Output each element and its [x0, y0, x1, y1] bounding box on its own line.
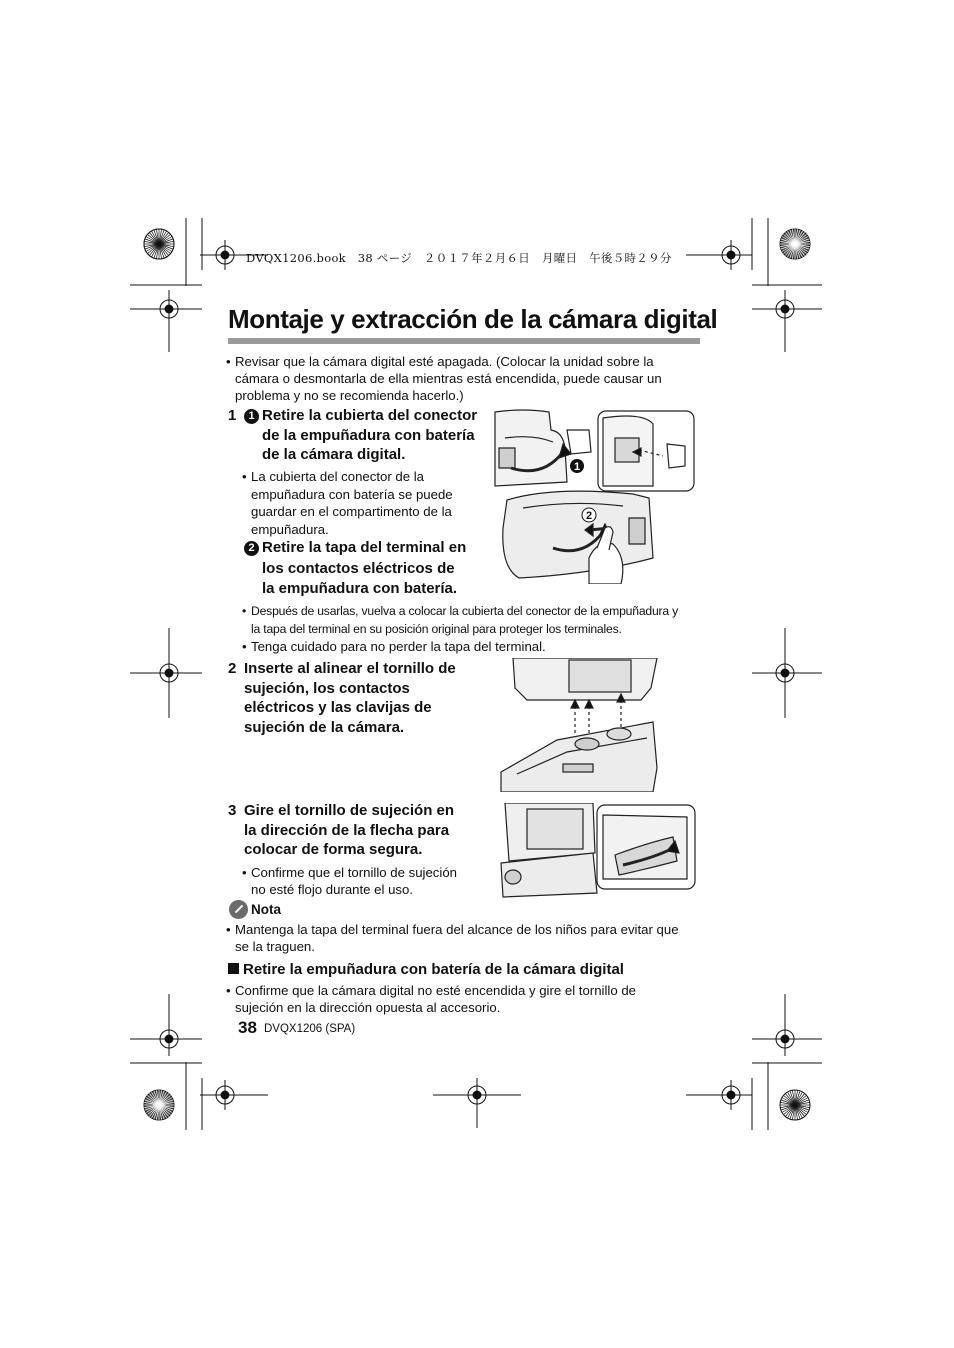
- step-3-line-3: colocar de forma segura.: [244, 841, 423, 858]
- pencil-note-icon: [229, 900, 248, 919]
- model-code: DVQX1206 (SPA): [264, 1023, 356, 1035]
- intro-bullet-line-2: cámara o desmontarla de ella mientras está encendida, puede causar un: [235, 371, 662, 386]
- nota-line-2: se la traguen.: [235, 939, 315, 954]
- page-title: Montaje y extracción de la cámara digital: [228, 304, 718, 334]
- step-2-line-2: sujeción, los contactos: [244, 680, 410, 697]
- step-1-note-line-1: • La cubierta del conector de la: [251, 468, 424, 485]
- nota-heading: Nota: [229, 900, 281, 919]
- step-2-line-3: eléctricos y las clavijas de: [244, 699, 432, 716]
- step-1-note-line-4: empuñadura.: [251, 522, 329, 537]
- illustration-step-2: [497, 658, 659, 792]
- step-1-number: 1: [228, 407, 237, 424]
- title-underline: [228, 338, 700, 344]
- section-line-1: • Confirme que la cámara digital no esté encendida y gire el tornillo de: [235, 982, 636, 999]
- step-1-sub-1-line-3: de la cámara digital.: [262, 446, 406, 463]
- step-1-note-line-3: guardar en el compartimento de la: [251, 504, 452, 519]
- callout-marker-2: 2: [244, 541, 259, 556]
- step-1-sub-1-heading: 1 Retire la cubierta del conector: [244, 406, 477, 426]
- black-square-icon: [228, 963, 239, 974]
- step-1-careful-note: • Tenga cuidado para no perder la tapa del terminal.: [251, 638, 546, 655]
- step-1-sub-2-line-2: los contactos eléctricos de: [262, 560, 455, 577]
- illustration-callout-1: 1: [573, 461, 581, 473]
- step-2-number: 2: [228, 660, 237, 677]
- intro-bullet-line-3: problema y no se recomienda hacerlo.): [235, 388, 464, 403]
- step-1-sub-2-line-3: la empuñadura con batería.: [262, 580, 458, 597]
- step-1-sub-2-heading: 2 Retire la tapa del terminal en: [244, 538, 466, 558]
- page-number: 38: [238, 1018, 257, 1037]
- step-2-line-1: Inserte al alinear el tornillo de: [244, 660, 456, 677]
- callout-marker-1: 1: [244, 409, 259, 424]
- step-3-line-1: Gire el tornillo de sujeción en: [244, 802, 455, 819]
- step-1-after-note-line-1: • Después de usarlas, vuelva a colocar la cubierta del conector de la empuñadura y: [251, 603, 678, 620]
- section-line-2: sujeción en la dirección opuesta al accesorio.: [235, 1000, 501, 1015]
- print-info-header: DVQX1206.book 38 ページ ２０１７年２月６日 月曜日 午後５時２９分: [246, 251, 672, 265]
- illustration-step-3: [497, 803, 697, 899]
- step-3-note-line-2: no esté flojo durante el uso.: [251, 882, 414, 897]
- step-1-note-line-2: empuñadura con batería se puede: [251, 487, 453, 502]
- illustration-callout-2: 2: [585, 510, 593, 522]
- step-1-sub-1-line-2: de la empuñadura con batería: [262, 427, 475, 444]
- step-1-after-note-line-2: la tapa del terminal en su posición original para proteger los terminales.: [251, 622, 622, 636]
- nota-line-1: • Mantenga la tapa del terminal fuera del alcance de los niños para evitar que: [235, 921, 679, 938]
- intro-bullet-line-1: • Revisar que la cámara digital esté apagada. (Colocar la unidad sobre la: [235, 353, 654, 370]
- section-heading: Retire la empuñadura con batería de la cámara digital: [228, 961, 624, 978]
- step-3-note-line-1: • Confirme que el tornillo de sujeción: [251, 864, 457, 881]
- step-3-line-2: la dirección de la flecha para: [244, 822, 450, 839]
- illustration-step-1: [493, 408, 698, 584]
- step-3-number: 3: [228, 802, 237, 819]
- step-2-line-4: sujeción de la cámara.: [244, 719, 405, 736]
